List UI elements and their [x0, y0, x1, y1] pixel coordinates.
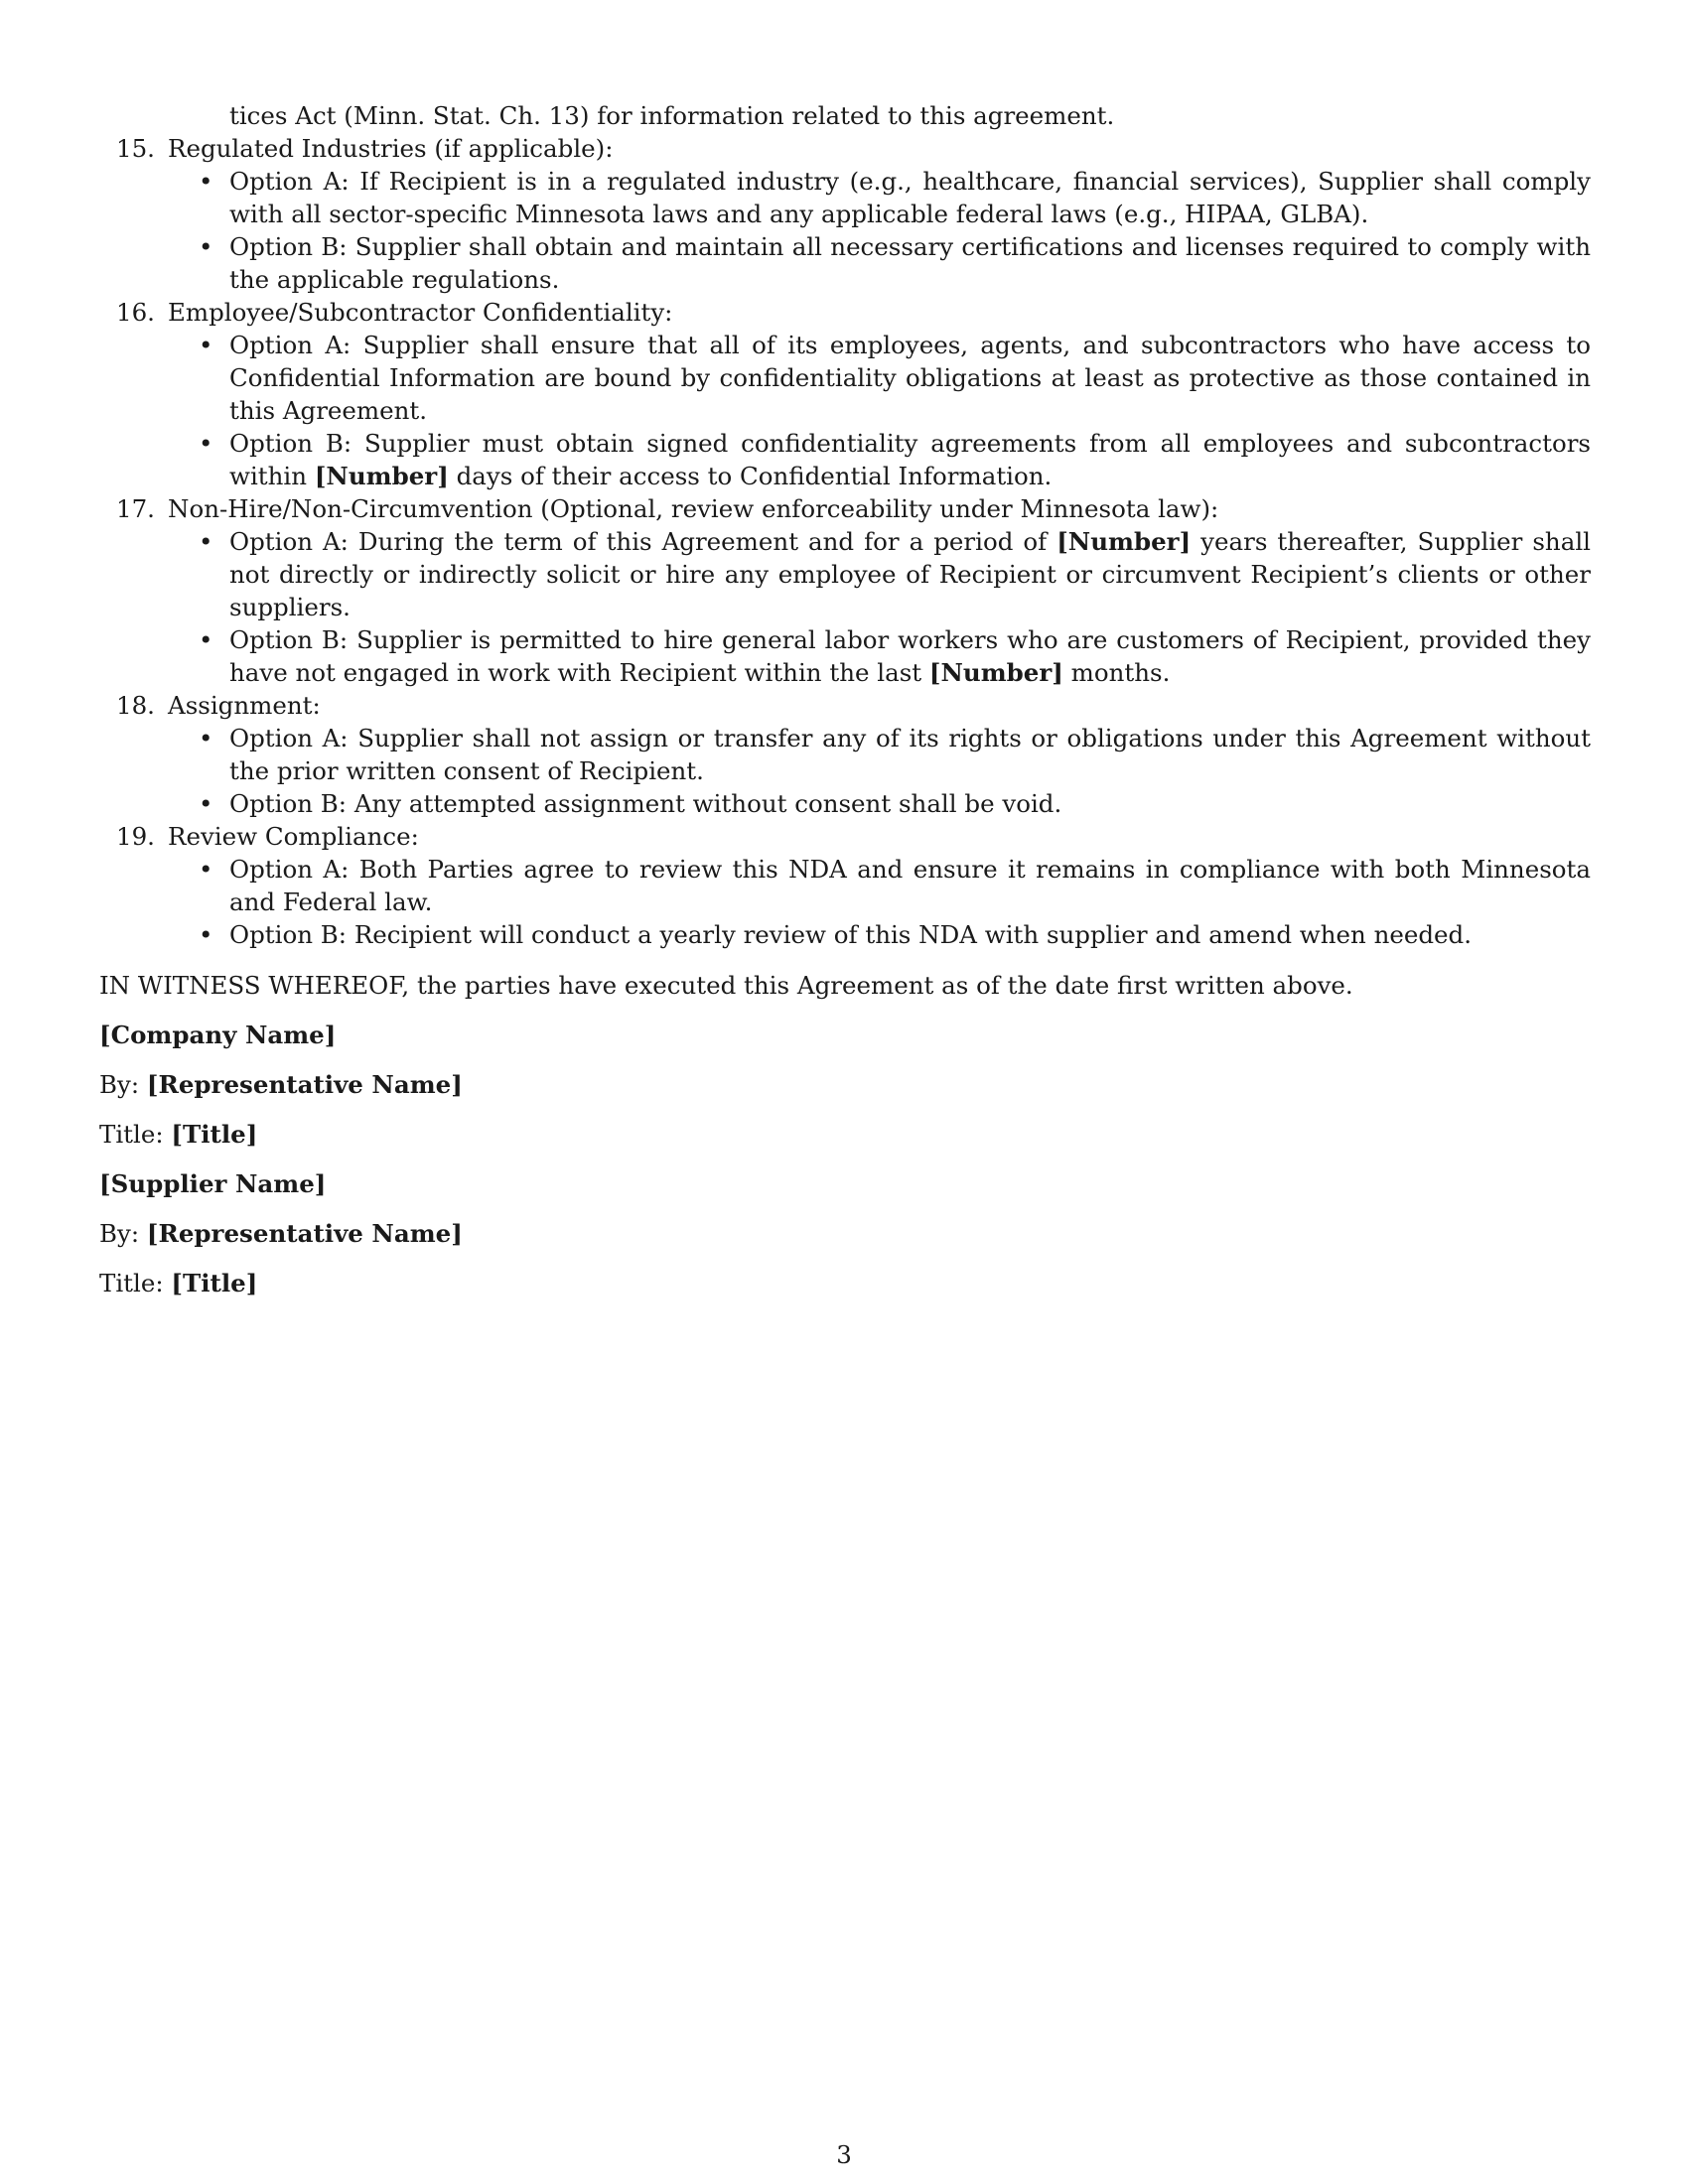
option-text: Option A: If Recipient is in a regulated industry (e.g., healthcare, financial services), Supplier shall comply with all sector-specific Minnesota laws and any applicable federal laws (e.g., HIPAA, GLBA).: [229, 167, 1591, 228]
section-title: Review Compliance:: [168, 822, 419, 851]
option-text: Option A: Supplier shall not assign or transfer any of its rights or obligations under this Agreement without the prior written consent of Recipient.: [229, 724, 1591, 785]
company-title-line: [99, 1118, 1591, 1151]
bullet-icon: •: [199, 855, 213, 884]
section-number: 17.: [116, 494, 155, 523]
company-name-line: [99, 1019, 1591, 1051]
option-text: Option B: Supplier must obtain signed confidentiality agreements from all employees and subcontractors within: [229, 429, 1591, 490]
supplier-name-line: [99, 1167, 1591, 1200]
supplier-by-line: [99, 1217, 1591, 1250]
witness-clause: IN WITNESS WHEREOF, the parties have executed this Agreement as of the date first written above.: [99, 971, 1353, 1000]
option-item: [168, 918, 1591, 951]
option-item: [168, 230, 1591, 296]
page-number: 3: [836, 2140, 852, 2169]
company-representative: [Representative Name]: [146, 1070, 463, 1099]
number-placeholder: [Number]: [928, 658, 1063, 687]
option-item: [168, 525, 1591, 623]
supplier-representative: [Representative Name]: [146, 1219, 463, 1248]
bullet-icon: •: [199, 429, 213, 458]
section-list: [99, 132, 1591, 951]
bullet-icon: •: [199, 331, 213, 359]
section-16: [99, 296, 1591, 492]
option-list: [168, 853, 1591, 951]
section-title: Non-Hire/Non-Circumvention (Optional, review enforceability under Minnesota law):: [168, 494, 1219, 523]
option-text-tail: months.: [1062, 658, 1171, 687]
option-list: [168, 329, 1591, 492]
option-text-tail: years thereafter, Supplier shall not directly or indirectly solicit or hire any employee of Recipient or circumvent Recipient’s clients or other suppliers.: [229, 527, 1591, 621]
section-19: [99, 820, 1591, 951]
option-list: [168, 722, 1591, 820]
option-text: Option B: Supplier is permitted to hire general labor workers who are customers of Recipient, provided they have not engaged in work with Recipient within the last: [229, 625, 1591, 687]
section-title: Regulated Industries (if applicable):: [168, 134, 614, 163]
bullet-icon: •: [199, 724, 213, 752]
company-name: [Company Name]: [99, 1021, 337, 1049]
option-text: Option B: Any attempted assignment without consent shall be void.: [229, 789, 1062, 818]
option-text: Option A: During the term of this Agreement and for a period of: [229, 527, 1057, 556]
continued-text: tices Act (Minn. Stat. Ch. 13) for information related to this agreement.: [229, 101, 1115, 130]
section-title: Assignment:: [168, 691, 321, 720]
option-text: Option A: Both Parties agree to review this NDA and ensure it remains in compliance with both Minnesota and Federal law.: [229, 855, 1591, 916]
option-text-tail: days of their access to Confidential Information.: [448, 462, 1053, 490]
by-label: By:: [99, 1070, 147, 1099]
bullet-icon: •: [199, 920, 213, 949]
supplier-title: [Title]: [171, 1269, 258, 1297]
option-item: [168, 165, 1591, 230]
title-label: Title:: [99, 1269, 172, 1297]
by-label: By:: [99, 1219, 147, 1248]
option-item: [168, 623, 1591, 689]
bullet-icon: •: [199, 789, 213, 818]
option-list: [168, 165, 1591, 296]
bullet-icon: •: [199, 167, 213, 196]
option-item: [168, 787, 1591, 820]
section-18: [99, 689, 1591, 820]
section-number: 18.: [116, 691, 155, 720]
section-number: 19.: [116, 822, 155, 851]
bullet-icon: •: [199, 527, 213, 556]
option-text: Option A: Supplier shall ensure that all of its employees, agents, and subcontractors who have access to Confidential Information are bound by confidentiality obligations at least as protective as those contained in this Agreement.: [229, 331, 1591, 425]
option-item: [168, 427, 1591, 492]
option-item: [168, 329, 1591, 427]
company-title: [Title]: [171, 1120, 258, 1149]
section-title: Employee/Subcontractor Confidentiality:: [168, 298, 673, 327]
section-number: 16.: [116, 298, 155, 327]
bullet-icon: •: [199, 232, 213, 261]
supplier-name: [Supplier Name]: [99, 1169, 327, 1198]
supplier-title-line: [99, 1267, 1591, 1299]
section-15: [99, 132, 1591, 296]
title-label: Title:: [99, 1120, 172, 1149]
option-text: Option B: Supplier shall obtain and maintain all necessary certifications and licenses required to comply with the applicable regulations.: [229, 232, 1591, 294]
section-number: 15.: [116, 134, 155, 163]
number-placeholder: [Number]: [314, 462, 449, 490]
option-item: [168, 722, 1591, 787]
bullet-icon: •: [199, 625, 213, 654]
number-placeholder: [Number]: [1056, 527, 1192, 556]
option-item: [168, 853, 1591, 918]
section-17: [99, 492, 1591, 689]
option-list: [168, 525, 1591, 689]
document-body: [99, 99, 1591, 1299]
option-text: Option B: Recipient will conduct a yearly review of this NDA with supplier and amend when needed.: [229, 920, 1473, 949]
company-by-line: [99, 1068, 1591, 1101]
